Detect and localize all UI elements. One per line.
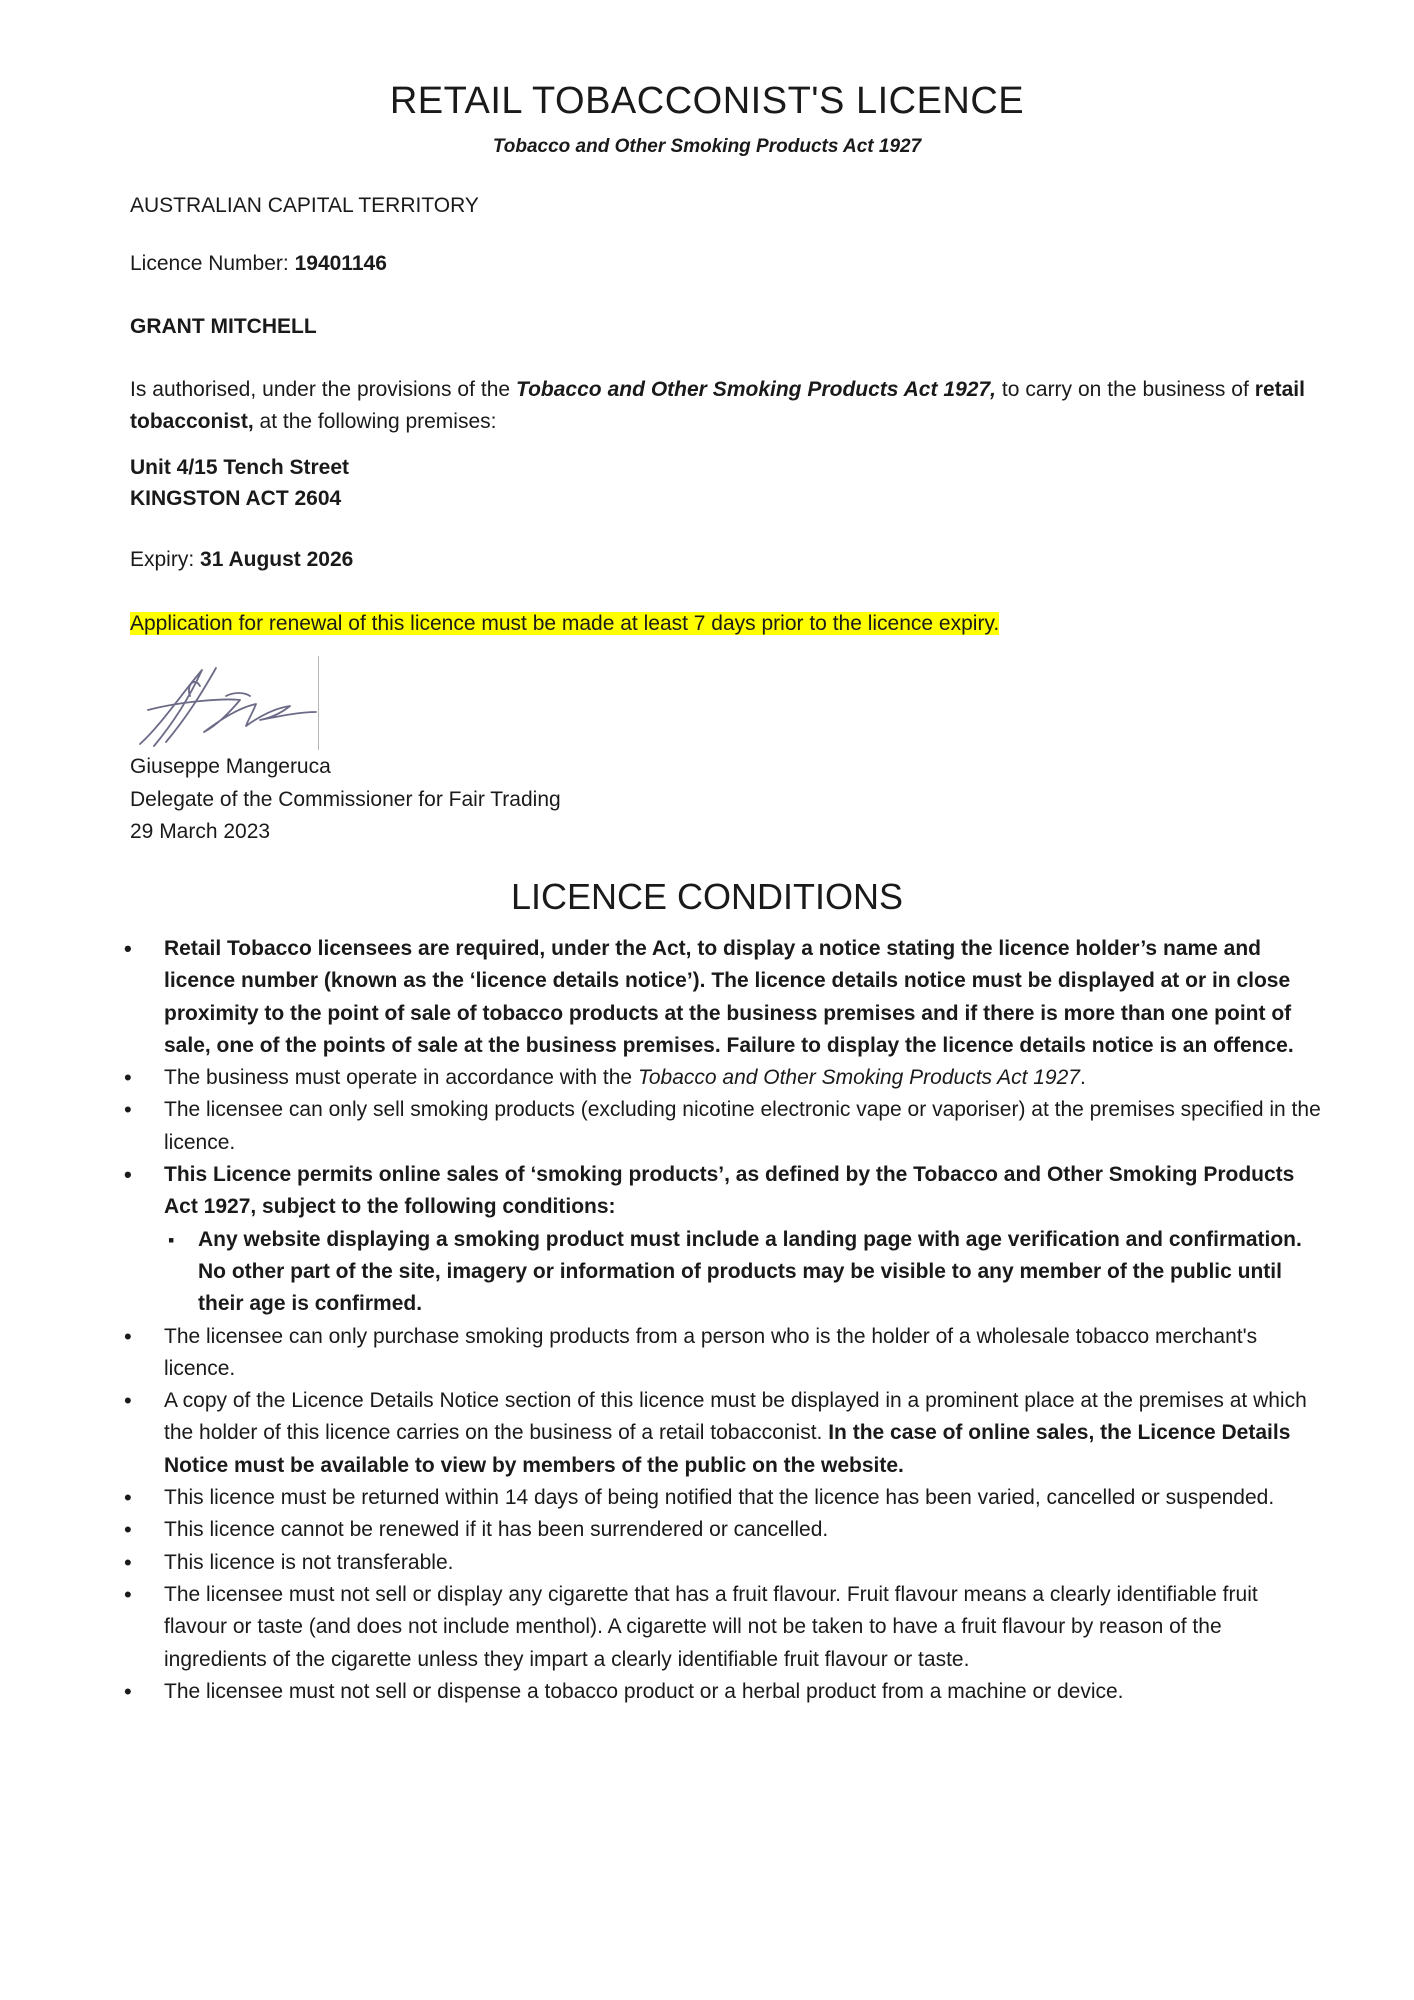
condition-item: • The licensee can only sell smoking products (excluding nicotine electronic vape or vaporiser) at the premises specified in the licence. xyxy=(164,1094,1324,1159)
condition-item: • This Licence permits online sales of ‘smoking products’, as defined by the Tobacco and Other Smoking Products Act 1927, subject to the following conditions: ▪ Any website displaying a smoking product must include a landing page with age verification and confirmation. No other part of the site, imagery or information of products may be visible to any member of the public until their age is confirmed. xyxy=(164,1159,1324,1320)
expiry-label: Expiry: xyxy=(130,548,195,571)
signatory-name: Giuseppe Mangeruca xyxy=(130,755,331,778)
business-type: retail tobacconist, xyxy=(130,378,1305,433)
licence-number-line xyxy=(130,248,387,279)
renewal-notice: Application for renewal of this licence must be made at least 7 days prior to the licence expiry. xyxy=(130,612,1000,635)
condition-item: • The licensee must not sell or dispense a tobacco product or a herbal product from a machine or device. xyxy=(164,1676,1324,1708)
document-title: RETAIL TOBACCONIST'S LICENCE xyxy=(389,80,1025,122)
premises-line-1: Unit 4/15 Tench Street xyxy=(130,456,350,479)
premises-line-2: KINGSTON ACT 2604 xyxy=(130,487,342,510)
signature-image xyxy=(130,656,318,750)
authorisation-paragraph: Is authorised, under the provisions of the Tobacco and Other Smoking Products Act 1927, to carry on the business of retail tobacconist, at the following premises: xyxy=(130,378,1305,433)
conditions-list xyxy=(0,933,1414,1708)
territory: AUSTRALIAN CAPITAL TERRITORY xyxy=(130,194,479,217)
act-name: Tobacco and Other Smoking Products Act 1927, xyxy=(516,378,996,401)
expiry-line xyxy=(130,544,353,575)
signature-box xyxy=(130,656,319,750)
licence-number-label: Licence Number: xyxy=(130,252,289,275)
conditions-title: LICENCE CONDITIONS xyxy=(510,876,904,917)
condition-item: • A copy of the Licence Details Notice section of this licence must be displayed in a prominent place at the premises at which the holder of this licence carries on the business of a retail tobacconist. In the case of online sales, the Licence Details Notice must be available to view by members of the public on the website. xyxy=(164,1385,1324,1482)
sub-condition-item: ▪ Any website displaying a smoking product must include a landing page with age verification and confirmation. No other part of the site, imagery or information of products may be visible to any member of the public until their age is confirmed. xyxy=(198,1224,1324,1321)
condition-item: • This licence cannot be renewed if it has been surrendered or cancelled. xyxy=(164,1514,1324,1546)
condition-item: • This licence must be returned within 14 days of being notified that the licence has been varied, cancelled or suspended. xyxy=(164,1482,1324,1514)
online-sales-sublist xyxy=(164,1224,1324,1321)
condition-item: • The licensee must not sell or display any cigarette that has a fruit flavour. Fruit flavour means a clearly identifiable fruit flavour or taste (and does not include menthol). A cigarette will not be taken to have a fruit flavour by reason of the ingredients of the cigarette unless they impart a clearly identifiable fruit flavour or taste. xyxy=(164,1579,1324,1676)
signatory-role: Delegate of the Commissioner for Fair Trading xyxy=(130,788,561,811)
condition-item: • The business must operate in accordance with the Tobacco and Other Smoking Products Act 1927. xyxy=(164,1062,1324,1094)
condition-item: • The licensee can only purchase smoking products from a person who is the holder of a wholesale tobacco merchant's licence. xyxy=(164,1321,1324,1386)
condition-item: • Retail Tobacco licensees are required, under the Act, to display a notice stating the licence holder’s name and licence number (known as the ‘licence details notice’). The licence details notice must be displayed at or in close proximity to the point of sale of tobacco products at the business premises and if there is more than one point of sale, one of the points of sale at the business premises. Failure to display the licence details notice is an offence. xyxy=(164,933,1324,1062)
condition-item: • This licence is not transferable. xyxy=(164,1547,1324,1579)
expiry-date: 31 August 2026 xyxy=(200,548,354,571)
licence-holder: GRANT MITCHELL xyxy=(130,315,317,338)
document-subtitle: Tobacco and Other Smoking Products Act 1927 xyxy=(492,136,922,157)
licence-number-value: 19401146 xyxy=(294,252,387,275)
signature-date: 29 March 2023 xyxy=(130,820,271,843)
